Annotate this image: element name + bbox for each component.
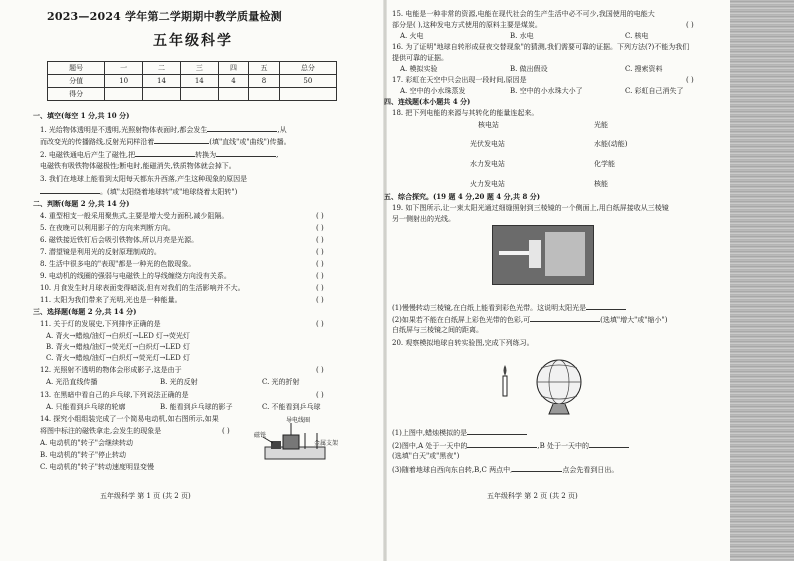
full-marks-cell: 14 (143, 75, 181, 88)
question-19: 19. 如下图所示,让一束太阳光通过细缝照射到三棱镜的一个侧面上,用白纸屏接收从三棱镜 (392, 204, 669, 212)
answer-blank (216, 150, 279, 159)
photo-prism (529, 240, 541, 268)
score-header-cell: 四 (218, 62, 249, 75)
section2-title: 二、判断(每题 2 分,共 14 分) (33, 199, 130, 208)
score-header-cell: 五 (249, 62, 280, 75)
judge-item: 6. 磁铁接近铁钉后会吸引铁物体,所以月亮是光源。 (40, 236, 199, 244)
answer-paren: ( ) (316, 212, 324, 220)
judge-item: 11. 太阳为我们带来了光明,光也是一种能量。 (40, 296, 182, 304)
question-13: 13. 在黑暗中看自己的乒乓球,下列说法正确的是 (40, 391, 189, 399)
page-footer-right: 五年级科学 第 2 页 (共 2 页) (487, 492, 578, 500)
answer-blank (40, 187, 100, 194)
motor-coil (283, 435, 299, 449)
q1-end: ,从 (277, 126, 287, 134)
answer-blank (467, 441, 537, 448)
option: B. 做出假设 (510, 65, 548, 73)
answer-blank (586, 303, 626, 310)
candle-flame (504, 365, 507, 376)
score-cell (143, 88, 181, 101)
score-header-row (48, 62, 337, 75)
answer-paren: ( ) (316, 284, 324, 292)
question-14: 14. 探究小组组装完成了一个简易电动机,如右图所示,如果 (40, 415, 219, 423)
option: C. 背火→蜡烛/油灯→白炽灯→荧光灯→LED 灯 (46, 354, 190, 362)
candle (503, 376, 507, 396)
q20-2-text: (2)图中,A 处于一天中的 (392, 442, 468, 450)
question-17: 17. 彩虹在天空中只会出现一段时间,原因是 (392, 76, 527, 84)
question-3: 3. 我们在地球上能看到太阳每天都东升西落,产生这种现象的原因是 (40, 175, 248, 183)
question-14-cont: 将图中标注的磁铁拿走,会发生的现象是 (40, 427, 162, 435)
score-header-cell: 一 (105, 62, 143, 75)
option: A. 火电 (400, 32, 424, 40)
answer-paren: ( ) (222, 427, 230, 435)
answer-paren: ( ) (316, 366, 324, 374)
question-20-2 (392, 441, 629, 450)
question-2 (40, 150, 278, 159)
option: B. 空中的小水珠大小了 (510, 87, 583, 95)
question-20: 20. 观察模拟地球自转实验图,完成下列练习。 (392, 339, 534, 347)
link-left: 火力发电站 (470, 180, 505, 188)
option: C. 搜索资料 (625, 65, 663, 73)
score-cell (279, 88, 336, 101)
answer-blank (589, 441, 629, 448)
question-3-cont (40, 187, 237, 196)
answer-paren: ( ) (316, 320, 324, 328)
section3-title: 三、选择题(每题 2 分,共 14 分) (33, 307, 137, 316)
q20-2b-text: ,B 处于一天中的 (537, 442, 590, 450)
q1b-end: (填"直线"或"曲线")传播。 (209, 138, 291, 146)
score-cell (105, 88, 143, 101)
question-18: 18. 把下列电能的来源与其转化的能量连起来。 (392, 109, 539, 117)
score-header-cell: 总分 (279, 62, 336, 75)
link-right: 光能 (594, 121, 608, 129)
link-left: 水力发电站 (470, 160, 505, 168)
label-support: 金属支架 (314, 440, 339, 447)
score-cell (180, 88, 218, 101)
answer-paren: ( ) (316, 236, 324, 244)
answer-paren: ( ) (316, 391, 324, 399)
score-table (47, 61, 337, 101)
score-row (48, 88, 337, 101)
q20-3-text: (3)随着地球自西向东自转,B,C 两点中, (392, 466, 513, 474)
option: A. 背火→蜡烛/油灯→白炽灯→LED 灯→荧光灯 (46, 332, 190, 340)
question-19-1 (392, 303, 626, 312)
judge-item: 4. 重型相支一般采用聚焦式,主要是增大受力面积,减少阻隔。 (40, 212, 229, 220)
page-fold (383, 0, 387, 561)
score-label: 得分 (48, 88, 105, 101)
option: C. 电动机的"转子"转动速度明显变慢 (40, 463, 154, 471)
judge-item: 7. 潜望镜是利用光的反射原理制成的。 (40, 248, 161, 256)
option: A. 光沿直线传播 (46, 378, 98, 386)
question-2-cont: 电磁铁有吸铁物体磁极性;断电时,能磁消失,铁质物体就会掉下。 (40, 162, 236, 170)
question-16: 16. 为了证明"地球自转形成昼夜交替现象"的猜测,我们需要可靠的证据。下列方法(?)不能为我们 (392, 43, 690, 51)
question-16-cont: 提供可靠的证据。 (392, 54, 448, 62)
answer-paren: ( ) (316, 260, 324, 268)
q20-3b-text: 点会先看到日出。 (562, 466, 619, 474)
answer-blank (530, 315, 600, 322)
q19-2-text: (2)如果若不能在白纸屏上彩色光带的色彩,可 (392, 316, 531, 324)
answer-blank (135, 150, 195, 157)
q19-1-text: (1)慢慢转动三棱镜,在白纸上能看到彩色光带。这说明太阳光是 (392, 304, 587, 312)
question-1 (40, 125, 287, 134)
full-marks-label: 分值 (48, 75, 105, 88)
judge-item: 9. 电动机的线圈的强弱与电磁铁上的导线缠绕方向没有关系。 (40, 272, 231, 280)
exam-title: 2023—2024 学年第二学期期中教学质量检测 (47, 10, 282, 23)
question-20-3 (392, 465, 618, 474)
link-left: 核电站 (478, 121, 499, 129)
question-12: 12. 光照射不透明的物体会形成影子,这是由于 (40, 366, 182, 374)
section1-title: 一、填空(每空 1 分,共 10 分) (33, 111, 130, 120)
option: B. 光的反射 (160, 378, 198, 386)
option: B. 水电 (510, 32, 534, 40)
globe-figure (495, 352, 595, 422)
judge-item: 10. 月食发生时月球表面变得暗淡,但有对我们的生活影响并不大。 (40, 284, 245, 292)
full-marks-cell: 50 (279, 75, 336, 88)
question-1-cont (40, 137, 291, 146)
option: A. 模拟实验 (400, 65, 438, 73)
question-19-2 (392, 315, 667, 324)
answer-paren: ( ) (316, 272, 324, 280)
scanner-edge (730, 0, 794, 561)
answer-blank (512, 465, 562, 472)
answer-blank (154, 137, 209, 144)
section4-title: 四、连线题(本小题共 4 分) (384, 97, 471, 106)
question-20-2-cont: (选填"白天"或"黑夜") (392, 452, 460, 460)
link-right: 核能 (594, 180, 608, 188)
full-marks-row (48, 75, 337, 88)
answer-blank (467, 428, 527, 435)
option: B. 电动机的"转子"停止转动 (40, 451, 127, 459)
q3b-text: 。(填"太阳绕着地球转"或"地球绕着太阳转") (100, 188, 238, 196)
option: A. 电动机的"转子"会继续转动 (40, 439, 133, 447)
option: B. 背火→蜡烛/油灯→荧光灯→白炽灯→LED 灯 (46, 343, 191, 351)
q1-text: 1. 光给物体透明是不透明,光照射物体表面时,都会发生 (40, 126, 208, 134)
judge-item: 5. 在夜晚可以利用影子的方向来判断方向。 (40, 224, 175, 232)
option: C. 彩虹自己消失了 (625, 87, 684, 95)
score-header-cell: 题号 (48, 62, 105, 75)
question-20-1 (392, 428, 527, 437)
label-magnet: 磁铁 (254, 432, 267, 439)
q20-1-text: (1)上图中,蜡烛模拟的是 (392, 429, 468, 437)
full-marks-cell: 4 (218, 75, 249, 88)
question-11: 11. 关于灯的发展史,下列排序正确的是 (40, 320, 161, 328)
photo-screen (545, 232, 585, 276)
answer-paren: ( ) (316, 224, 324, 232)
option: C. 不能看到乒乓球 (262, 403, 321, 411)
link-right: 水能(动能) (594, 140, 628, 148)
subject-title: 五年级科学 (153, 33, 233, 49)
full-marks-cell: 14 (180, 75, 218, 88)
answer-paren: ( ) (316, 296, 324, 304)
q1b-text: 而改变光的传播路线,反射光同样沿着 (40, 138, 155, 146)
q2-end: , (276, 151, 279, 159)
question-15: 15. 电能是一种非常的资源,电能在现代社会的生产生活中必不可少,我国使用的电能大 (392, 10, 655, 18)
option: C. 光的折射 (262, 378, 300, 386)
option: B. 能看到乒乓球的影子 (160, 403, 233, 411)
page-footer-left: 五年级科学 第 1 页 (共 2 页) (100, 492, 191, 500)
option: A. 只能看到乒乓球的轮廓 (46, 403, 126, 411)
score-cell (249, 88, 280, 101)
question-19-cont: 另一侧射出的光线。 (392, 215, 455, 223)
label-coil: 导电线圈 (286, 417, 311, 424)
photo-light-beam (499, 251, 533, 255)
answer-paren: ( ) (316, 248, 324, 256)
option: C. 核电 (625, 32, 649, 40)
option: A. 空中的小水珠蒸发 (400, 87, 466, 95)
q19-2b-text: (选填"增大"或"缩小") (600, 316, 668, 324)
question-15-cont: 部分是( ),这种发电方式使用的原料主要是煤炭。 (392, 21, 542, 29)
prism-photo (492, 225, 594, 285)
question-19-2-cont: 白纸屏与三棱镜之间的距离。 (392, 326, 483, 334)
answer-blank (207, 125, 277, 132)
judge-item: 8. 生活中很多电的"表现"都是一种光的色散现象。 (40, 260, 196, 268)
score-header-cell: 三 (180, 62, 218, 75)
full-marks-cell: 10 (105, 75, 143, 88)
score-header-cell: 二 (143, 62, 181, 75)
full-marks-cell: 8 (249, 75, 280, 88)
globe-stand (549, 404, 569, 414)
score-cell (218, 88, 249, 101)
q2-mid: 转换为 (195, 151, 217, 159)
link-right: 化学能 (594, 160, 615, 168)
answer-paren: ( ) (686, 21, 694, 29)
section5-title: 五、综合探究。(19 题 4 分,20 题 4 分,共 8 分) (384, 192, 541, 201)
answer-paren: ( ) (686, 76, 694, 84)
link-left: 光伏发电站 (470, 140, 505, 148)
q2-text: 2. 电磁铁通电后产生了磁性,把 (40, 151, 136, 159)
